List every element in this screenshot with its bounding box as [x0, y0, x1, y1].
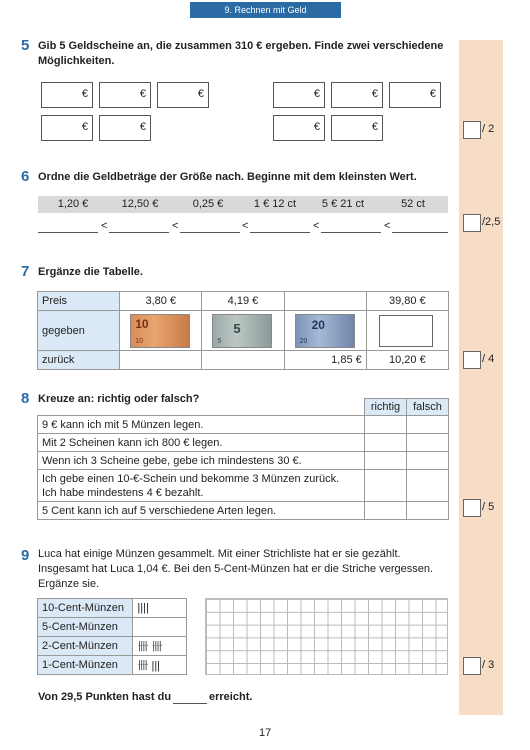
task-6-text: Ordne die Geldbeträge der Größe nach. Beginne mit dem kleinsten Wert. — [38, 171, 417, 183]
empty-note-box[interactable] — [379, 315, 433, 347]
calculation-grid[interactable] — [205, 598, 448, 675]
euro-field[interactable]: € — [389, 82, 441, 108]
euro-field[interactable]: € — [273, 115, 325, 141]
answer-line[interactable] — [250, 232, 310, 233]
score-label: / 3 — [482, 659, 495, 671]
chapter-header: 9. Rechnen mit Geld — [190, 2, 341, 18]
tally-cell: 卌 ||| — [133, 656, 187, 675]
amounts-bar — [38, 196, 448, 213]
answer-line[interactable] — [392, 232, 448, 233]
price-cell: 39,80 € — [366, 292, 448, 311]
falsch-check[interactable] — [407, 452, 449, 470]
task-7-text: Ergänze die Tabelle. — [38, 266, 143, 278]
task-9-line: Ergänze sie. — [38, 578, 100, 590]
richtig-check[interactable] — [365, 452, 407, 470]
col-falsch: falsch — [407, 399, 449, 416]
euro-field[interactable]: € — [157, 82, 209, 108]
amount-value: 12,50 € — [121, 198, 159, 210]
amount-value: 1 € 12 ct — [253, 198, 297, 210]
score-checkbox[interactable] — [463, 499, 481, 517]
score-label: / 4 — [482, 353, 495, 365]
price-cell: 3,80 € — [120, 292, 202, 311]
falsch-check[interactable] — [407, 502, 449, 520]
task-8-number: 8 — [21, 390, 30, 407]
richtig-check[interactable] — [365, 502, 407, 520]
given-cell — [120, 311, 202, 351]
task-9-number: 9 — [21, 547, 30, 564]
task-6-number: 6 — [21, 168, 30, 185]
task-8-text: Kreuze an: richtig oder falsch? — [38, 393, 200, 405]
banknote-20: 20 20 — [295, 314, 355, 348]
euro-field[interactable]: € — [99, 82, 151, 108]
result-text-pre: Von 29,5 Punkten hast du — [38, 691, 172, 703]
amount-value: 1,20 € — [57, 198, 89, 210]
task-7-number: 7 — [21, 263, 30, 280]
tally-table — [37, 598, 187, 675]
tally-cell[interactable] — [133, 618, 187, 637]
task-9-line: Insgesamt hat Luca 1,04 €. Bei den 5-Cent-Münzen hat er die Striche vergessen. — [38, 563, 434, 575]
answer-line[interactable] — [38, 232, 98, 233]
score-checkbox[interactable] — [463, 351, 481, 369]
change-cell: 1,85 € — [284, 351, 366, 370]
result-blank[interactable] — [173, 703, 207, 704]
change-cell: 10,20 € — [366, 351, 448, 370]
amount-value: 0,25 € — [192, 198, 224, 210]
change-cell[interactable] — [202, 351, 284, 370]
coin-label: 5-Cent-Münzen — [38, 618, 133, 637]
answer-line[interactable] — [109, 232, 169, 233]
given-cell — [202, 311, 284, 351]
euro-field[interactable]: € — [41, 115, 93, 141]
euro-field[interactable]: € — [331, 115, 383, 141]
score-checkbox[interactable] — [463, 121, 481, 139]
statement: 9 € kann ich mit 5 Münzen legen. — [38, 416, 365, 434]
statement: Mit 2 Scheinen kann ich 800 € legen. — [38, 434, 365, 452]
less-than: < — [242, 220, 249, 232]
price-cell: 4,19 € — [202, 292, 284, 311]
task-5-text: Gib 5 Geldscheine an, die zusammen 310 € ergeben. Finde zwei verschiedene Möglichkeiten. — [38, 40, 444, 67]
score-label: /2,5 — [482, 216, 501, 228]
row-label-gegeben: gegeben — [38, 311, 120, 351]
coin-label: 1-Cent-Münzen — [38, 656, 133, 675]
change-cell[interactable] — [120, 351, 202, 370]
tally-cell: |||| — [133, 599, 187, 618]
coin-label: 10-Cent-Münzen — [38, 599, 133, 618]
answer-line[interactable] — [321, 232, 381, 233]
score-checkbox[interactable] — [463, 214, 481, 232]
page-number: 17 — [259, 727, 272, 739]
amount-value: 52 ct — [401, 198, 425, 210]
euro-field[interactable]: € — [41, 82, 93, 108]
col-richtig: richtig — [365, 399, 407, 416]
less-than: < — [101, 220, 108, 232]
falsch-check[interactable] — [407, 434, 449, 452]
richtig-check[interactable] — [365, 434, 407, 452]
given-cell — [366, 311, 448, 351]
statement: Ich gebe einen 10-€-Schein und bekomme 3 Münzen zurück. Ich habe mindestens 4 € bezahlt. — [38, 470, 365, 502]
euro-field[interactable]: € — [273, 82, 325, 108]
coin-label: 2-Cent-Münzen — [38, 637, 133, 656]
less-than: < — [384, 220, 391, 232]
tally-cell: 卌 卌 — [133, 637, 187, 656]
answer-line[interactable] — [180, 232, 240, 233]
true-false-table — [37, 398, 449, 520]
score-label: / 2 — [482, 123, 495, 135]
falsch-check[interactable] — [407, 416, 449, 434]
euro-field[interactable]: € — [331, 82, 383, 108]
banknote-5: 5 5 — [212, 314, 272, 348]
statement: Wenn ich 3 Scheine gebe, gebe ich mindestens 30 €. — [38, 452, 365, 470]
richtig-check[interactable] — [365, 416, 407, 434]
falsch-check[interactable] — [407, 470, 449, 502]
statement: 5 Cent kann ich auf 5 verschiedene Arten legen. — [38, 502, 365, 520]
score-label: / 5 — [482, 501, 495, 513]
task-5-number: 5 — [21, 37, 30, 54]
row-label-preis: Preis — [38, 292, 120, 311]
task-9-line: Luca hat einige Münzen gesammelt. Mit einer Strichliste hat er sie gezählt. — [38, 548, 401, 560]
result-text-post: erreicht. — [209, 691, 253, 703]
given-cell — [284, 311, 366, 351]
euro-field[interactable]: € — [99, 115, 151, 141]
score-checkbox[interactable] — [463, 657, 481, 675]
price-cell[interactable] — [284, 292, 366, 311]
row-label-zurueck: zurück — [38, 351, 120, 370]
richtig-check[interactable] — [365, 470, 407, 502]
score-column — [459, 40, 503, 715]
less-than: < — [172, 220, 179, 232]
less-than: < — [313, 220, 320, 232]
amount-value: 5 € 21 ct — [321, 198, 365, 210]
change-table — [37, 291, 449, 370]
banknote-10: 10 10 — [130, 314, 190, 348]
